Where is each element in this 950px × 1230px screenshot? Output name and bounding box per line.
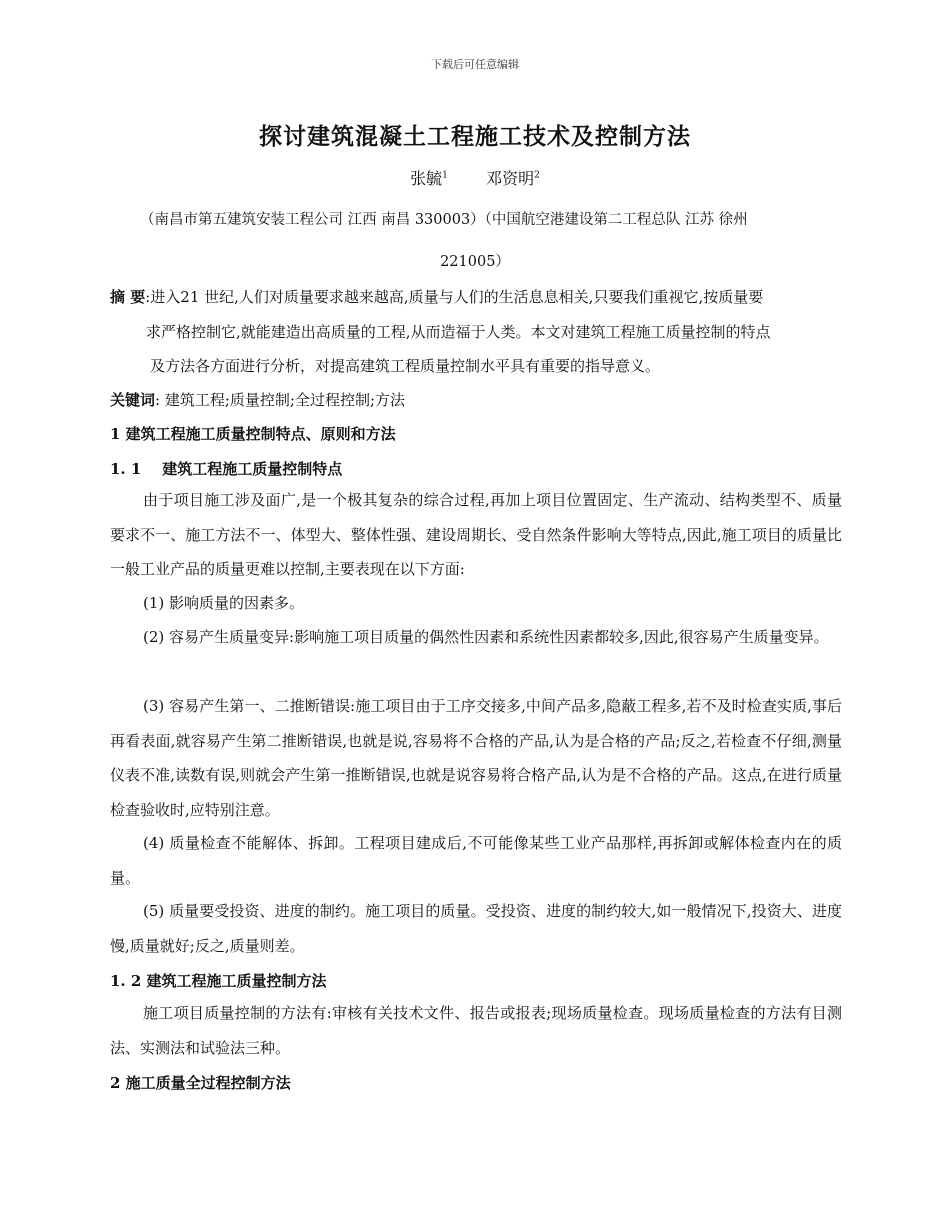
abstract-label: 摘 要 (110, 288, 146, 306)
body-paragraph: 由于项目施工涉及面广,是一个极其复杂的综合过程,再加上项目位置固定、生产流动、结构类型不、质量要求不一、施工方法不一、体型大、整体性强、建设周期长、受自然条件影响大等特点,因此,施工项目的质量比一般工业产品的质量更难以控制,主要表现在以下方面: (110, 491, 842, 578)
download-note: 下载后可任意编辑 (431, 58, 519, 71)
abstract-line (110, 286, 763, 307)
keywords-text: : 建筑工程;质量控制;全过程控制;方法 (155, 391, 406, 409)
body-paragraph: 施工项目质量控制的方法有:审核有关技术文件、报告或报表;现场质量检查。现场质量检查的方法有目测法、实测法和试验法三种。 (110, 1004, 842, 1057)
list-item: (5) 质量要受投资、进度的制约。施工项目的质量。受投资、进度的制约较大,如一般情况下,投资大、进度慢,质量就好;反之,质量则差。 (110, 902, 842, 955)
author-name: 邓资明 (486, 169, 535, 188)
list-item: (3) 容易产生第一、二推断错误:施工项目由于工序交接多,中间产品多,隐蔽工程多,若不及时检查实质,事后再看表面,就容易产生第二推断错误,也就是说,容易将不合格的产品,认为是合格的产品;反之,若检查不仔细,测量仪表不准,读数有误,则就会产生第一推断错误,也就是说容易将合格产品,认为是不合格的产品。这点,在进行质量检查验收时,应特别注意。 (110, 697, 842, 819)
abstract-text: :进入21 世纪,人们对质量要求越来越高,质量与人们的生活息息相关,只要我们重视它,按质量要 (145, 288, 764, 306)
section-heading: 2 施工质量全过程控制方法 (110, 1074, 291, 1092)
author-name: 张毓 (410, 169, 443, 188)
subsection-heading: 1. 2 建筑工程施工质量控制方法 (110, 972, 327, 990)
list-item: (4) 质量检查不能解体、拆卸。工程项目建成后,不可能像某些工业产品那样,再拆卸或解体检查内在的质量。 (110, 834, 842, 887)
subsection-heading: 1. 1 建筑工程施工质量控制特点 (110, 460, 343, 478)
affiliation-line: （南昌市第五建筑安装工程公司 江西 南昌 330003）（中国航空港建设第二工程总队 江苏 徐州 (140, 212, 748, 228)
list-item: (2) 容易产生质量变异:影响施工项目质量的偶然性因素和系统性因素都较多,因此,很容易产生质量变异。 (143, 628, 829, 646)
article-title: 探讨建筑混凝土工程施工技术及控制方法 (259, 123, 691, 150)
author-superscript: 2 (534, 170, 540, 181)
abstract-line: 求严格控制它,就能建造出高质量的工程,从而造福于人类。本文对建筑工程施工质量控制的特点 (146, 323, 771, 341)
section-heading: 1 建筑工程施工质量控制特点、原则和方法 (110, 425, 396, 443)
keywords-label: 关键词 (110, 391, 156, 409)
keywords-line (110, 389, 405, 410)
author-superscript: 1 (442, 170, 448, 181)
list-item: (1) 影响质量的因素多。 (143, 594, 305, 612)
abstract-line: 及方法各方面进行分析，对提高建筑工程质量控制水平具有重要的指导意义。 (150, 357, 661, 375)
author-line (0, 166, 950, 189)
affiliation-line: 221005） (440, 254, 510, 270)
